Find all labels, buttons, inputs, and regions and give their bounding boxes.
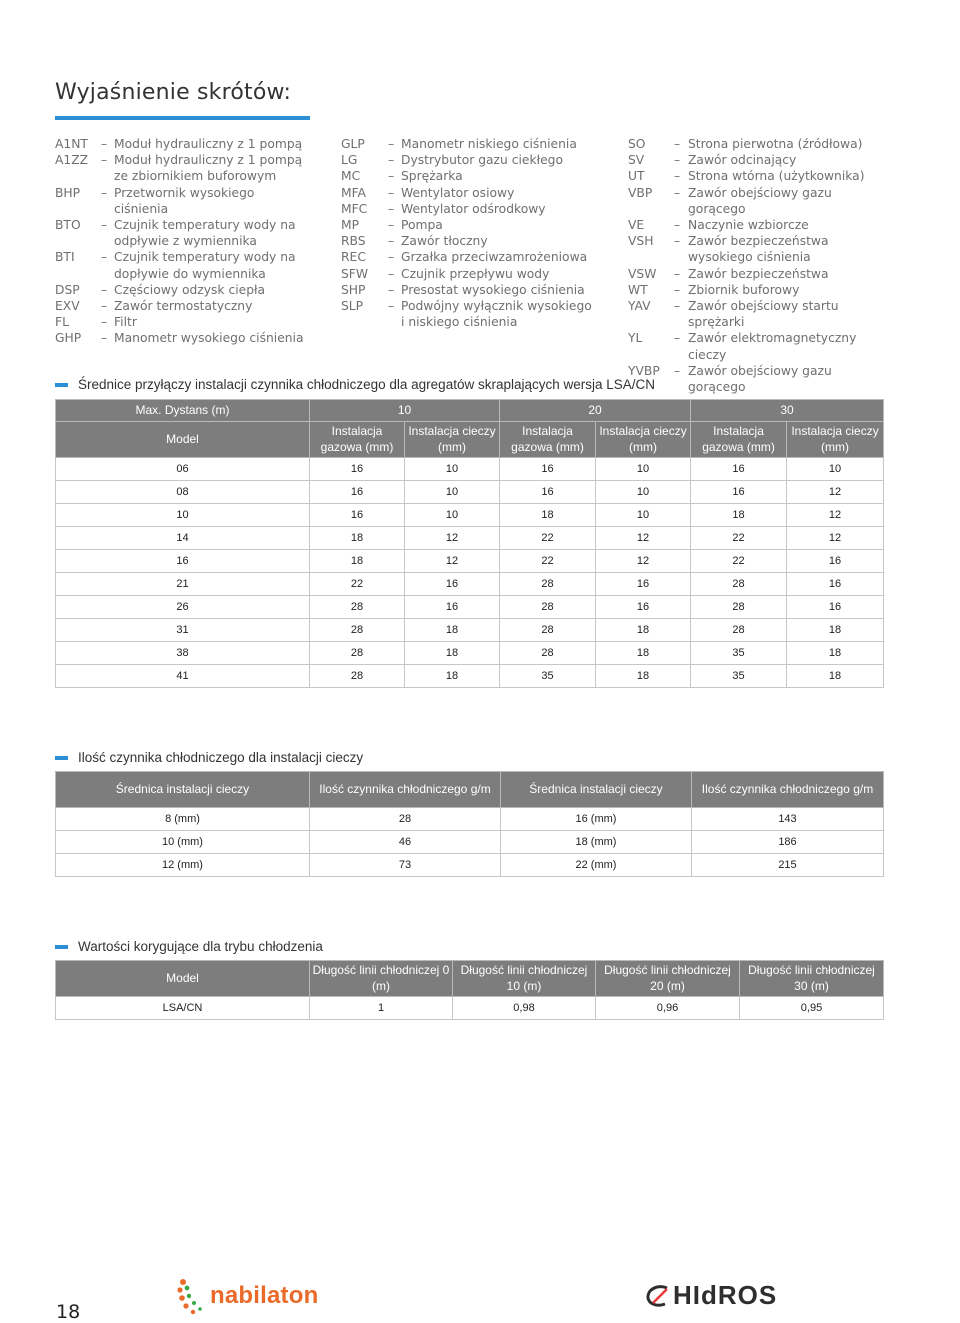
- distance-header: 20: [500, 400, 691, 422]
- table-cell: 28: [691, 573, 787, 596]
- table-row: [56, 665, 884, 688]
- abbreviation-row: [628, 136, 890, 152]
- table-cell: 16: [691, 481, 787, 504]
- table-cell: 16: [310, 481, 405, 504]
- table-cell: 31: [56, 619, 310, 642]
- table-cell: 0,98: [453, 997, 596, 1020]
- abbreviation-dash: –: [388, 234, 395, 249]
- abbreviation-description: Grzałka przeciwzamrożeniowa: [401, 250, 588, 265]
- correction-section-heading: [55, 939, 323, 954]
- table-cell: 10: [596, 458, 691, 481]
- table-cell: 18: [596, 665, 691, 688]
- model-header: Model: [56, 422, 310, 458]
- abbreviation-code: SV: [628, 153, 645, 168]
- abbreviation-code: RBS: [341, 234, 366, 249]
- charge-header: Średnica instalacji cieczy: [501, 772, 692, 808]
- table-cell: 22: [500, 527, 596, 550]
- abbreviation-code: VSH: [628, 234, 654, 249]
- abbreviation-code: DSP: [55, 282, 80, 297]
- table-cell: 18: [787, 665, 884, 688]
- abbreviation-dash: –: [674, 282, 681, 297]
- abbreviation-dash: –: [101, 137, 108, 151]
- diameters-section-heading: [55, 377, 655, 392]
- table-cell: 0,96: [596, 997, 740, 1020]
- table-cell: 12: [787, 481, 884, 504]
- table-cell: 08: [56, 481, 310, 504]
- abbreviation-description: Presostat wysokiego ciśnienia: [401, 282, 585, 297]
- table-cell: 28: [310, 665, 405, 688]
- table-row: [56, 808, 884, 831]
- abbreviation-row: [341, 298, 596, 330]
- table-cell: 21: [56, 573, 310, 596]
- page-title: Wyjaśnienie skrótów:: [55, 80, 292, 105]
- abbreviation-description: Zawór obejściowy startu sprężarki: [688, 299, 839, 330]
- abbreviation-description: Strona wtórna (użytkownika): [688, 169, 865, 184]
- abbreviation-description: Zawór elektromagnetyczny cieczy: [688, 331, 857, 362]
- correction-header: Długość linii chłodniczej 0 (m): [310, 961, 453, 997]
- table-cell: 16 (mm): [501, 808, 692, 831]
- table-cell: 18: [500, 504, 596, 527]
- table-cell: 14: [56, 527, 310, 550]
- table-row: [56, 642, 884, 665]
- abbreviation-dash: –: [101, 185, 108, 200]
- abbreviation-description: Zawór bezpieczeństwa wysokiego ciśnienia: [688, 234, 829, 265]
- abbreviation-description: Wentylator osiowy: [401, 185, 515, 200]
- abbreviation-code: YAV: [628, 299, 651, 314]
- table-cell: 10: [787, 458, 884, 481]
- abbreviation-code: SHP: [341, 282, 366, 297]
- abbreviation-description: Moduł hydrauliczny z 1 pompą ze zbiornikiem buforowym: [114, 153, 303, 184]
- abbreviation-dash: –: [388, 218, 395, 233]
- table-cell: 16: [596, 596, 691, 619]
- sub-header: Instalacja gazowa (mm): [691, 422, 787, 458]
- table-row: [56, 831, 884, 854]
- table-row: [56, 619, 884, 642]
- correction-table: [55, 960, 884, 1020]
- table-cell: 18 (mm): [501, 831, 692, 854]
- table-cell: 16: [405, 596, 500, 619]
- table-row: [56, 481, 884, 504]
- table-cell: 18: [596, 619, 691, 642]
- table-cell: 16: [310, 458, 405, 481]
- diameters-table: [55, 399, 884, 688]
- abbreviation-row: [341, 168, 596, 184]
- table-cell: 0,95: [740, 997, 884, 1020]
- table-cell: 16: [405, 573, 500, 596]
- table-cell: 10: [405, 504, 500, 527]
- abbreviation-description: Zawór obejściowy gazu gorącego: [688, 363, 832, 395]
- table-cell: 16: [500, 481, 596, 504]
- abbreviation-dash: –: [101, 218, 108, 233]
- table-cell: 28: [500, 573, 596, 596]
- abbreviation-code: A1NT: [55, 137, 88, 151]
- table-cell: 06: [56, 458, 310, 481]
- abbreviation-description: Moduł hydrauliczny z 1 pompą: [114, 137, 303, 151]
- table-cell: 28: [310, 808, 501, 831]
- nabilaton-logo: [176, 1276, 318, 1316]
- abbreviation-dash: –: [674, 185, 681, 200]
- abbreviation-row: [55, 314, 305, 330]
- abbreviation-dash: –: [101, 331, 108, 346]
- abbreviation-row: [628, 330, 890, 362]
- correction-header: Model: [56, 961, 310, 997]
- abbreviation-code: MP: [341, 218, 360, 233]
- sub-header: Instalacja gazowa (mm): [310, 422, 405, 458]
- abbreviation-code: YL: [628, 331, 643, 346]
- abbreviation-row: [341, 217, 596, 233]
- abbreviation-description: Strona pierwotna (źródłowa): [688, 137, 863, 151]
- abbreviation-row: [628, 168, 890, 184]
- charge-heading-text: Ilość czynnika chłodniczego dla instalacji cieczy: [78, 750, 364, 765]
- table-cell: 18: [405, 642, 500, 665]
- table-cell: 18: [405, 619, 500, 642]
- abbreviation-dash: –: [674, 137, 681, 151]
- correction-header: Długość linii chłodniczej 30 (m): [740, 961, 884, 997]
- abbreviation-code: SLP: [341, 299, 364, 314]
- abbreviation-description: Manometr wysokiego ciśnienia: [114, 331, 304, 346]
- abbreviation-description: Wentylator odśrodkowy: [401, 201, 546, 216]
- title-underline: [55, 116, 310, 120]
- abbreviation-code: BTO: [55, 218, 81, 233]
- table-cell: 215: [692, 854, 884, 877]
- table-cell: 22: [691, 550, 787, 573]
- abbreviation-row: [55, 217, 305, 249]
- abbreviation-code: BHP: [55, 185, 81, 200]
- abbreviation-row: [341, 152, 596, 168]
- abbreviation-row: [341, 249, 596, 265]
- table-row: [56, 527, 884, 550]
- table-cell: 12: [787, 504, 884, 527]
- abbreviation-column-3: [628, 136, 890, 395]
- abbreviation-code: GLP: [341, 137, 365, 151]
- table-cell: 18: [787, 642, 884, 665]
- abbreviation-code: UT: [628, 169, 645, 184]
- table-cell: 28: [310, 619, 405, 642]
- table-cell: 38: [56, 642, 310, 665]
- abbreviation-description: Pompa: [401, 218, 443, 233]
- abbreviation-code: MC: [341, 169, 361, 184]
- charge-header: Ilość czynnika chłodniczego g/m: [692, 772, 884, 808]
- abbreviation-dash: –: [674, 266, 681, 281]
- table-cell: 1: [310, 997, 453, 1020]
- table-cell: 16: [500, 458, 596, 481]
- abbreviation-row: [628, 152, 890, 168]
- abbreviation-code: SO: [628, 137, 646, 151]
- abbreviation-dash: –: [101, 153, 108, 168]
- abbreviation-row: [341, 266, 596, 282]
- abbreviation-code: FL: [55, 315, 69, 330]
- abbreviation-row: [341, 233, 596, 249]
- abbreviation-description: Dystrybutor gazu ciekłego: [401, 153, 563, 168]
- table-row: [56, 458, 884, 481]
- abbreviation-dash: –: [388, 137, 395, 151]
- table-row: [56, 596, 884, 619]
- abbreviation-code: VE: [628, 218, 645, 233]
- nabilaton-logo-icon: [176, 1276, 206, 1316]
- abbreviation-code: EXV: [55, 299, 80, 314]
- abbreviation-row: [341, 136, 596, 152]
- charge-header: Średnica instalacji cieczy: [56, 772, 310, 808]
- table-cell: 143: [692, 808, 884, 831]
- table-row: [56, 550, 884, 573]
- table-cell: 12 (mm): [56, 854, 310, 877]
- abbreviation-row: [628, 185, 890, 217]
- abbreviation-row: [341, 201, 596, 217]
- table-cell: 10: [56, 504, 310, 527]
- abbreviation-code: MFC: [341, 201, 368, 216]
- abbreviation-column-1: [55, 136, 305, 347]
- table-cell: 18: [596, 642, 691, 665]
- abbreviation-description: Przetwornik wysokiego ciśnienia: [114, 185, 255, 216]
- table-cell: 22: [310, 573, 405, 596]
- abbreviation-description: Częściowy odzysk ciepła: [114, 282, 266, 297]
- table-cell: 18: [310, 550, 405, 573]
- hidros-logo: [645, 1280, 777, 1311]
- abbreviation-description: Zawór odcinający: [688, 153, 797, 168]
- table-cell: 16: [787, 573, 884, 596]
- abbreviation-row: [55, 282, 305, 298]
- table-cell: 16: [787, 550, 884, 573]
- table-cell: 22 (mm): [501, 854, 692, 877]
- abbreviation-description: Zawór termostatyczny: [114, 299, 253, 314]
- abbreviation-code: MFA: [341, 185, 366, 200]
- table-cell: 28: [310, 642, 405, 665]
- distance-label: Max. Dystans (m): [56, 400, 310, 422]
- abbreviation-column-2: [341, 136, 596, 330]
- table-cell: 16: [691, 458, 787, 481]
- abbreviation-description: Zawór obejściowy gazu gorącego: [688, 185, 832, 216]
- abbreviation-description: Manometr niskiego ciśnienia: [401, 137, 577, 151]
- table-cell: 16: [787, 596, 884, 619]
- charge-section-heading: [55, 750, 363, 765]
- abbreviation-row: [628, 298, 890, 330]
- table-cell: 10: [405, 458, 500, 481]
- table-cell: 28: [691, 596, 787, 619]
- sub-header: Instalacja gazowa (mm): [500, 422, 596, 458]
- abbreviation-dash: –: [388, 299, 395, 314]
- abbreviation-dash: –: [674, 331, 681, 346]
- abbreviation-dash: –: [674, 153, 681, 168]
- table-cell: 35: [500, 665, 596, 688]
- table-cell: 10: [596, 504, 691, 527]
- table-cell: LSA/CN: [56, 997, 310, 1020]
- sub-header: Instalacja cieczy (mm): [787, 422, 884, 458]
- table-row: [56, 997, 884, 1020]
- abbreviation-dash: –: [101, 299, 108, 314]
- table-cell: 12: [596, 550, 691, 573]
- table-cell: 10 (mm): [56, 831, 310, 854]
- sub-header: Instalacja cieczy (mm): [405, 422, 500, 458]
- abbreviation-description: Sprężarka: [401, 169, 463, 184]
- abbreviation-code: A1ZZ: [55, 153, 89, 168]
- abbreviation-code: BTI: [55, 250, 75, 265]
- table-cell: 22: [691, 527, 787, 550]
- table-cell: 73: [310, 854, 501, 877]
- table-cell: 12: [405, 550, 500, 573]
- abbreviation-row: [628, 266, 890, 282]
- abbreviation-description: Czujnik temperatury wody na odpływie z wymiennika: [114, 218, 296, 249]
- table-cell: 28: [500, 642, 596, 665]
- table-cell: 28: [500, 619, 596, 642]
- page-number: 18: [56, 1301, 81, 1323]
- table-cell: 186: [692, 831, 884, 854]
- table-cell: 12: [787, 527, 884, 550]
- nabilaton-logo-text: nabilaton: [210, 1282, 319, 1309]
- table-cell: 8 (mm): [56, 808, 310, 831]
- abbreviation-row: [628, 233, 890, 265]
- abbreviation-row: [55, 185, 305, 217]
- abbreviation-dash: –: [388, 282, 395, 297]
- table-cell: 28: [691, 619, 787, 642]
- abbreviation-row: [628, 217, 890, 233]
- abbreviation-description: Zawór tłoczny: [401, 234, 488, 249]
- abbreviation-code: REC: [341, 250, 366, 265]
- abbreviation-description: Czujnik przepływu wody: [401, 266, 550, 281]
- abbreviation-dash: –: [388, 201, 395, 216]
- abbreviation-row: [628, 363, 890, 395]
- table-row: [56, 854, 884, 877]
- table-row: [56, 573, 884, 596]
- table-row: [56, 504, 884, 527]
- correction-header: Długość linii chłodniczej 20 (m): [596, 961, 740, 997]
- abbreviation-description: Zbiornik buforowy: [688, 282, 800, 297]
- table-cell: 10: [405, 481, 500, 504]
- abbreviation-row: [55, 136, 305, 152]
- table-cell: 41: [56, 665, 310, 688]
- section-marker: [55, 945, 68, 949]
- abbreviation-code: GHP: [55, 331, 82, 346]
- table-cell: 12: [405, 527, 500, 550]
- table-cell: 10: [596, 481, 691, 504]
- section-marker: [55, 383, 68, 387]
- abbreviation-code: SFW: [341, 266, 369, 281]
- table-cell: 28: [500, 596, 596, 619]
- abbreviation-description: Podwójny wyłącznik wysokiego i niskiego ciśnienia: [401, 299, 592, 330]
- abbreviation-row: [55, 152, 305, 184]
- table-cell: 16: [56, 550, 310, 573]
- abbreviation-description: Czujnik temperatury wody na dopływie do wymiennika: [114, 250, 296, 281]
- table-cell: 12: [596, 527, 691, 550]
- abbreviation-dash: –: [388, 169, 395, 184]
- table-cell: 26: [56, 596, 310, 619]
- table-cell: 22: [500, 550, 596, 573]
- abbreviation-description: Filtr: [114, 315, 137, 330]
- abbreviation-code: LG: [341, 153, 358, 168]
- table-cell: 16: [596, 573, 691, 596]
- abbreviation-row: [341, 185, 596, 201]
- charge-table: [55, 771, 884, 877]
- abbreviation-code: VSW: [628, 266, 657, 281]
- sub-header: Instalacja cieczy (mm): [596, 422, 691, 458]
- hidros-logo-icon: [645, 1284, 671, 1308]
- abbreviation-dash: –: [388, 185, 395, 200]
- abbreviation-dash: –: [101, 250, 108, 265]
- abbreviation-row: [55, 330, 305, 346]
- abbreviation-code: VBP: [628, 185, 653, 200]
- abbreviation-row: [628, 282, 890, 298]
- charge-header: Ilość czynnika chłodniczego g/m: [310, 772, 501, 808]
- abbreviation-description: Zawór bezpieczeństwa: [688, 266, 829, 281]
- section-marker: [55, 756, 68, 760]
- abbreviation-dash: –: [674, 169, 681, 184]
- abbreviation-dash: –: [674, 299, 681, 314]
- abbreviation-dash: –: [674, 234, 681, 249]
- table-cell: 28: [310, 596, 405, 619]
- abbreviation-dash: –: [101, 315, 108, 330]
- abbreviation-dash: –: [101, 282, 108, 297]
- abbreviation-dash: –: [388, 250, 395, 265]
- correction-heading-text: Wartości korygujące dla trybu chłodzenia: [78, 939, 323, 954]
- distance-header: 10: [310, 400, 500, 422]
- abbreviation-dash: –: [388, 153, 395, 168]
- table-cell: 46: [310, 831, 501, 854]
- diameters-heading-text: Średnice przyłączy instalacji czynnika chłodniczego dla agregatów skraplających wersja LSA/CN: [78, 377, 656, 392]
- abbreviation-row: [341, 282, 596, 298]
- table-cell: 18: [310, 527, 405, 550]
- abbreviation-code: YVBP: [628, 363, 660, 378]
- distance-header: 30: [691, 400, 884, 422]
- abbreviation-dash: –: [674, 363, 681, 378]
- hidros-logo-text: HIdROS: [673, 1280, 778, 1310]
- abbreviation-code: WT: [628, 282, 648, 297]
- table-cell: 18: [691, 504, 787, 527]
- table-cell: 18: [405, 665, 500, 688]
- abbreviation-dash: –: [388, 266, 395, 281]
- table-cell: 16: [310, 504, 405, 527]
- abbreviation-description: Naczynie wzbiorcze: [688, 218, 809, 233]
- abbreviation-row: [55, 298, 305, 314]
- table-cell: 18: [787, 619, 884, 642]
- table-cell: 35: [691, 665, 787, 688]
- correction-header: Długość linii chłodniczej 10 (m): [453, 961, 596, 997]
- abbreviation-dash: –: [674, 218, 681, 233]
- abbreviation-row: [55, 249, 305, 281]
- table-cell: 35: [691, 642, 787, 665]
